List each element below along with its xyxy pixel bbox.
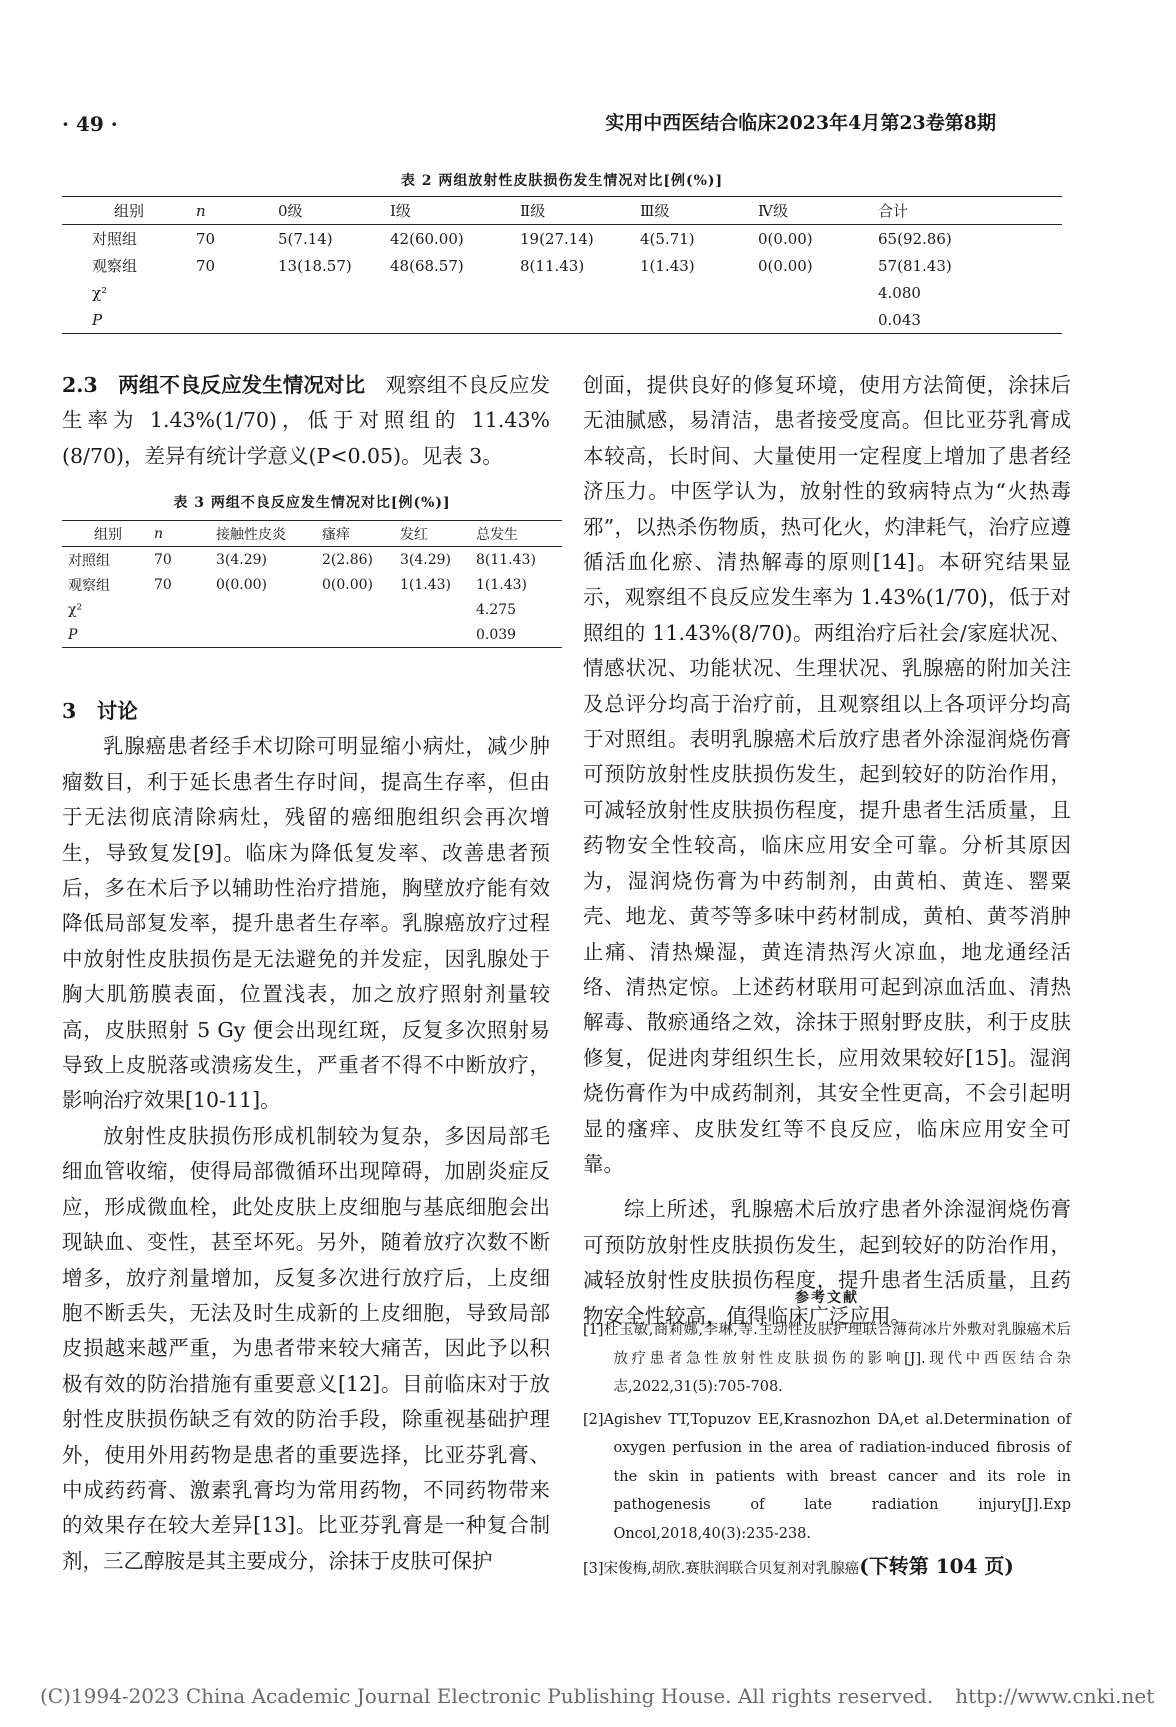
table-cell xyxy=(216,597,322,622)
discussion-section xyxy=(62,694,550,1579)
table-cell xyxy=(520,306,640,334)
journal-header: 实用中西医结合临床2023年4月第23卷第8期 xyxy=(605,112,996,134)
table-row xyxy=(62,547,562,573)
table3-header-cell: 总发生 xyxy=(476,521,562,547)
table3-header-cell: 瘙痒 xyxy=(322,521,400,547)
table-cell: 0(0.00) xyxy=(758,229,813,248)
table2-header-cell: n xyxy=(196,197,278,225)
references-list xyxy=(583,1316,1071,1588)
table2-header-cell: 组别 xyxy=(62,197,196,225)
table-cell: 70 xyxy=(154,551,172,568)
page-number: · 49 · xyxy=(62,112,118,136)
table-row xyxy=(62,279,1062,306)
table-cell xyxy=(400,597,476,622)
table-row xyxy=(62,622,562,648)
right-column xyxy=(583,368,1071,1334)
table-cell: 对照组 xyxy=(92,230,138,248)
table-cell xyxy=(758,279,878,306)
table-cell: 0(0.00) xyxy=(216,576,268,593)
paragraph: 乳腺癌患者经手术切除可明显缩小病灶，减少肿瘤数目，利于延长患者生存时间，提高生存率，但由于无法彻底清除病灶，残留的癌细胞组织会再次增生，导致复发[9]。临床为降低复发率、改善患者预后，多在术后予以辅助性治疗措施，胸壁放疗能有效降低局部复发率，提升患者生存率。乳腺癌放疗过程中放射性皮肤损伤是无法避免的并发症，因乳腺处于胸大肌筋膜表面，位置浅表，加之放疗照射剂量较高，皮肤照射 5 Gy 便会出现红斑，反复多次照射易导致上皮脱落或溃疡发生，严重者不得不中断放疗，影响治疗效果[10-11]。 xyxy=(62,734,550,1113)
table3 xyxy=(62,520,562,648)
table-cell xyxy=(322,597,400,622)
table-cell xyxy=(278,306,390,334)
table-cell: 观察组 xyxy=(68,577,110,594)
table-cell: 0.043 xyxy=(878,306,1062,334)
table2-header-cell: Ⅱ级 xyxy=(520,197,640,225)
paragraph: 放射性皮肤损伤形成机制较为复杂，多因局部毛细血管收缩，使得局部微循环出现障碍，加剧炎症反应，形成微血栓，此处皮肤上皮细胞与基底细胞会出现缺血、变性，甚至坏死。另外，随着放疗次数不断增多，放疗剂量增加，反复多次进行放疗后，上皮细胞不断丢失，无法及时生成新的上皮细胞，导致局部皮损越来越严重，为患者带来较大痛苦，因此予以积极有效的防治措施有重要意义[12]。目前临床对于放射性皮肤损伤缺乏有效的防治手段，除重视基础护理外，使用外用药物是患者的重要选择，比亚芬乳膏、中成药药膏、激素乳膏均为常用药物，不同药物带来的效果存在较大差异[13]。比亚芬乳膏是一种复合制剂，三乙醇胺是其主要成分，涂抹于皮肤可保护 xyxy=(62,1123,550,1573)
reference-item: [2]Agishev TT,Topuzov EE,Krasnozhon DA,et al.Determination of oxygen perfusion in the area of radiation-induced fibrosis of the skin in patients with breast cancer and its role in pathogenesis of late radiation injury[J].Exp Oncol,2018,40(3):235-238. xyxy=(583,1411,1071,1542)
table-row xyxy=(62,597,562,622)
table-cell xyxy=(322,622,400,648)
table2-header-cell: Ⅰ级 xyxy=(390,197,520,225)
table-cell: 0.039 xyxy=(476,622,562,648)
table2-header-cell: Ⅲ级 xyxy=(640,197,758,225)
table-cell: 65(92.86) xyxy=(878,229,952,248)
table-cell: 3(4.29) xyxy=(400,551,452,568)
table-cell: P xyxy=(62,306,196,334)
section-2-3 xyxy=(62,368,550,474)
table-cell: 观察组 xyxy=(92,257,138,275)
table-cell: 1(1.43) xyxy=(640,256,695,275)
copyright-text: (C)1994-2023 China Academic Journal Electronic Publishing House. All rights reserved. xyxy=(40,1684,934,1708)
table-cell: χ² xyxy=(92,283,108,302)
table2-caption: 表 2 两组放射性皮肤损伤发生情况对比[例(%)] xyxy=(400,173,724,189)
table3-header-cell: n xyxy=(154,521,216,547)
table-cell: 70 xyxy=(154,576,172,593)
table-cell xyxy=(520,279,640,306)
table-cell xyxy=(640,279,758,306)
reference-item xyxy=(583,1552,1071,1584)
table-cell xyxy=(758,306,878,334)
table3-header-cell: 发红 xyxy=(400,521,476,547)
copyright-footer xyxy=(40,1684,1176,1708)
cnki-url: http://www.cnki.net xyxy=(955,1684,1155,1708)
table2-header-cell: Ⅳ级 xyxy=(758,197,878,225)
table-cell: 4.080 xyxy=(878,283,921,302)
continued-note: (下转第 104 页) xyxy=(859,1554,1014,1578)
table-cell: 对照组 xyxy=(68,552,110,569)
reference-text: [3]宋俊梅,胡欣.赛肤润联合贝复剂对乳腺癌 xyxy=(583,1561,860,1577)
table-row xyxy=(62,252,1062,279)
table-cell: χ² xyxy=(68,601,83,618)
table-row xyxy=(62,225,1062,253)
table-cell: 8(11.43) xyxy=(476,551,536,568)
table-cell: 48(68.57) xyxy=(390,256,464,275)
table-cell xyxy=(196,279,278,306)
reference-item: [1]杜玉敏,商莉娜,李琳,等.主动性皮肤护理联合薄荷冰片外敷对乳腺癌术后放疗患者急性放射性皮肤损伤的影响[J].现代中西医结合杂志,2022,31(5):705-708. xyxy=(583,1322,1071,1395)
table3-header-row xyxy=(62,521,562,547)
table-cell xyxy=(154,622,216,648)
table-cell xyxy=(390,306,520,334)
table-cell: 70 xyxy=(196,256,216,275)
table-cell xyxy=(278,279,390,306)
discussion-title: 3 讨论 xyxy=(62,699,138,723)
table-cell: 42(60.00) xyxy=(390,229,464,248)
paragraph: 综上所述，乳腺癌术后放疗患者外涂湿润烧伤膏可预防放射性皮肤损伤发生，起到较好的防治作用，减轻放射性皮肤损伤程度，提升患者生活质量，且药物安全性较高，值得临床广泛应用。 xyxy=(583,1197,1071,1328)
table-cell: 4.275 xyxy=(476,601,517,618)
table-cell: 19(27.14) xyxy=(520,229,594,248)
table-cell xyxy=(400,622,476,648)
table-cell xyxy=(216,622,322,648)
table-cell: 0(0.00) xyxy=(758,256,813,275)
table2-header-cell: 合计 xyxy=(878,197,1062,225)
table-cell: 1(1.43) xyxy=(400,576,452,593)
table-cell: 5(7.14) xyxy=(278,229,333,248)
table-row xyxy=(62,306,1062,334)
table-cell: 1(1.43) xyxy=(476,576,528,593)
table-row xyxy=(62,572,562,597)
table-cell: 3(4.29) xyxy=(216,551,268,568)
table-cell xyxy=(640,306,758,334)
section-2-3-title: 2.3 两组不良反应发生情况对比 xyxy=(62,373,366,397)
paragraph: 创面，提供良好的修复环境，使用方法简便，涂抹后无油腻感，易清洁，患者接受度高。但比亚芬乳膏成本较高，长时间、大量使用一定程度上增加了患者经济压力。中医学认为，放射性的致病特点为“火热毒邪”，以热杀伤物质，热可化火，灼津耗气，治疗应遵循活血化瘀、清热解毒的原则[14]。本研究结果显示，观察组不良反应发生率为 1.43%(1/70)，低于对照组的 11.43%(8/70)。两组治疗后社会/家庭状况、情感状况、功能状况、生理状况、乳腺癌的附加关注及总评分均高于治疗前，且观察组以上各项评分均高于对照组。表明乳腺癌术后放疗患者外涂湿润烧伤膏可预防放射性皮肤损伤发生，起到较好的防治作用，可减轻放射性皮肤损伤程度，提升患者生活质量，且药物安全性较高，临床应用安全可靠。分析其原因为，湿润烧伤膏为中药制剂，由黄柏、黄连、罂粟壳、地龙、黄芩等多味中药材制成，黄柏、黄芩消肿止痛、清热燥湿，黄连清热泻火凉血，地龙通经活络、清热定惊。上述药材联用可起到凉血活血、清热解毒、散瘀通络之效，涂抹于照射野皮肤，利于皮肤修复，促进肉芽组织生长，应用效果较好[15]。湿润烧伤膏作为中成药制剂，其安全性更高，不会引起明显的瘙痒、皮肤发红等不良反应，临床应用安全可靠。 xyxy=(583,373,1071,1176)
section-2-3-text: 观察组不良反应发生率为 1.43%(1/70)，低于对照组的 11.43%(8/70)，差异有统计学意义(P<0.05)。见表 3。 xyxy=(62,373,550,468)
table-cell: 70 xyxy=(196,229,216,248)
table3-header-cell: 接触性皮炎 xyxy=(216,521,322,547)
references-title: 参考文献 xyxy=(795,1290,859,1306)
table3-header-cell: 组别 xyxy=(62,521,154,547)
table2 xyxy=(62,196,1062,334)
table-cell xyxy=(154,597,216,622)
table-cell: 57(81.43) xyxy=(878,256,952,275)
table-cell: P xyxy=(62,622,154,648)
table-cell xyxy=(196,306,278,334)
table2-header-cell: 0级 xyxy=(278,197,390,225)
table3-caption: 表 3 两组不良反应发生情况对比[例(%)] xyxy=(173,495,451,511)
table-cell xyxy=(390,279,520,306)
table-cell: 13(18.57) xyxy=(278,256,352,275)
table2-header-row xyxy=(62,197,1062,225)
table-cell: 0(0.00) xyxy=(322,576,374,593)
table-cell: 8(11.43) xyxy=(520,256,585,275)
table-cell: 4(5.71) xyxy=(640,229,695,248)
table-cell: 2(2.86) xyxy=(322,551,374,568)
